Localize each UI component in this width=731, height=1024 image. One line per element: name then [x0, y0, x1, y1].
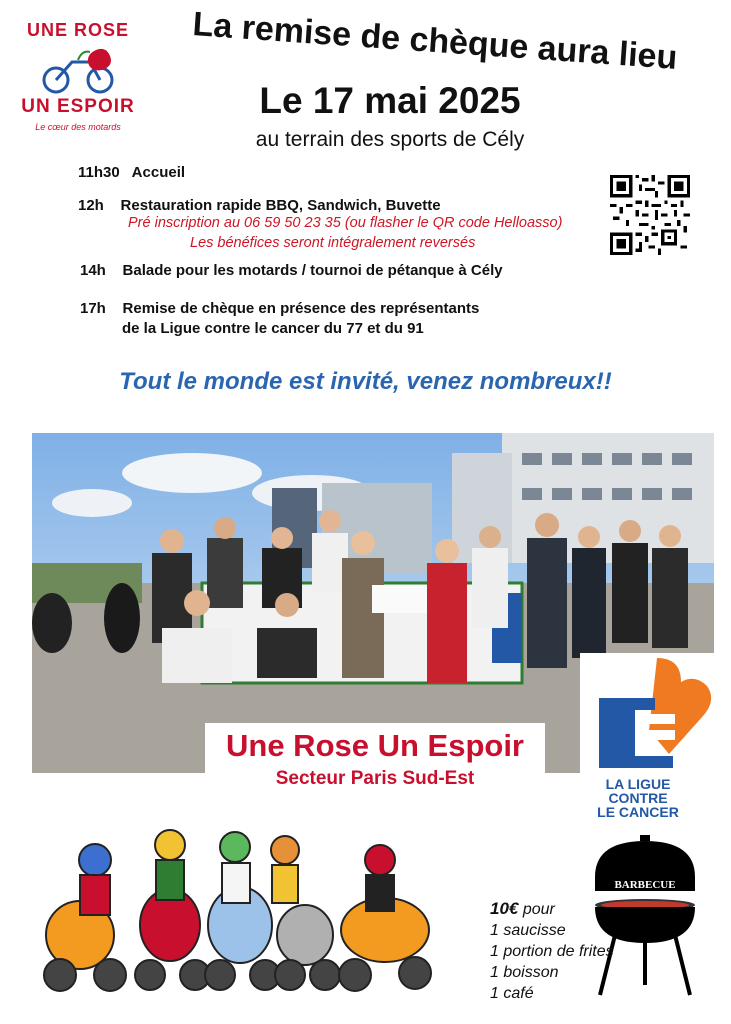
qr-code-icon[interactable]: [610, 175, 690, 255]
schedule-item-4-line2: de la Ligue contre le cancer du 77 et du 91: [122, 320, 424, 337]
event-venue: au terrain des sports de Cély: [255, 128, 525, 151]
une-rose-logo: [18, 18, 138, 136]
banner-subtitle: Secteur Paris Sud-Est: [275, 768, 475, 789]
menu-item: 1 portion de frites: [490, 943, 614, 960]
event-date: Le 17 mai 2025: [259, 80, 521, 121]
schedule-time: 14h: [80, 262, 106, 279]
schedule-time: 12h: [78, 197, 104, 214]
ligue-line2: CONTRE: [608, 790, 668, 806]
schedule-item-1: [78, 164, 185, 181]
ligue-line1: LA LIGUE: [605, 776, 671, 792]
schedule-item-4: [80, 300, 479, 317]
price-line: [490, 898, 614, 920]
schedule-text: Balade pour les motards / tournoi de pétanque à Cély: [122, 262, 503, 279]
logo-line2: UN ESPOIR: [21, 96, 135, 117]
price: 10€: [490, 899, 519, 918]
schedule-time: 11h30: [78, 164, 120, 181]
menu-item: 1 café: [490, 985, 534, 1002]
schedule-item-2: [78, 197, 441, 214]
schedule-text: Accueil: [131, 164, 186, 181]
headline: La remise de chèque aura lieu: [191, 5, 679, 77]
schedule-text: Restauration rapide BBQ, Sandwich, Buvette: [120, 197, 441, 214]
logo-tagline: Le cœur des motards: [35, 122, 121, 132]
barbecue-label: BARBECUE: [614, 879, 676, 891]
menu-item: 1 saucisse: [490, 922, 566, 939]
profits-note: Les bénéfices seront intégralement reversés: [190, 235, 476, 251]
schedule-text: Remise de chèque en présence des représentants: [122, 300, 480, 317]
price-suffix: pour: [518, 901, 555, 918]
logo-line1: UNE ROSE: [26, 20, 130, 40]
preregistration-note: Pré inscription au 06 59 50 23 35 (ou flasher le QR code Helloasso): [128, 215, 563, 231]
motorbike-rose-icon: [38, 44, 122, 96]
schedule-item-3: [80, 262, 503, 279]
invitation-text: Tout le monde est invité, venez nombreux!!: [119, 368, 612, 395]
cartoon-bikers-illustration: [40, 825, 440, 1005]
ligue-contre-le-cancer-logo: [595, 658, 715, 773]
menu-item: 1 boisson: [490, 964, 559, 981]
menu-price-block: [490, 898, 614, 1004]
schedule-time: 17h: [80, 300, 106, 317]
banner-title: Une Rose Un Espoir: [226, 728, 524, 763]
ligue-line3: LE CANCER: [597, 804, 679, 820]
